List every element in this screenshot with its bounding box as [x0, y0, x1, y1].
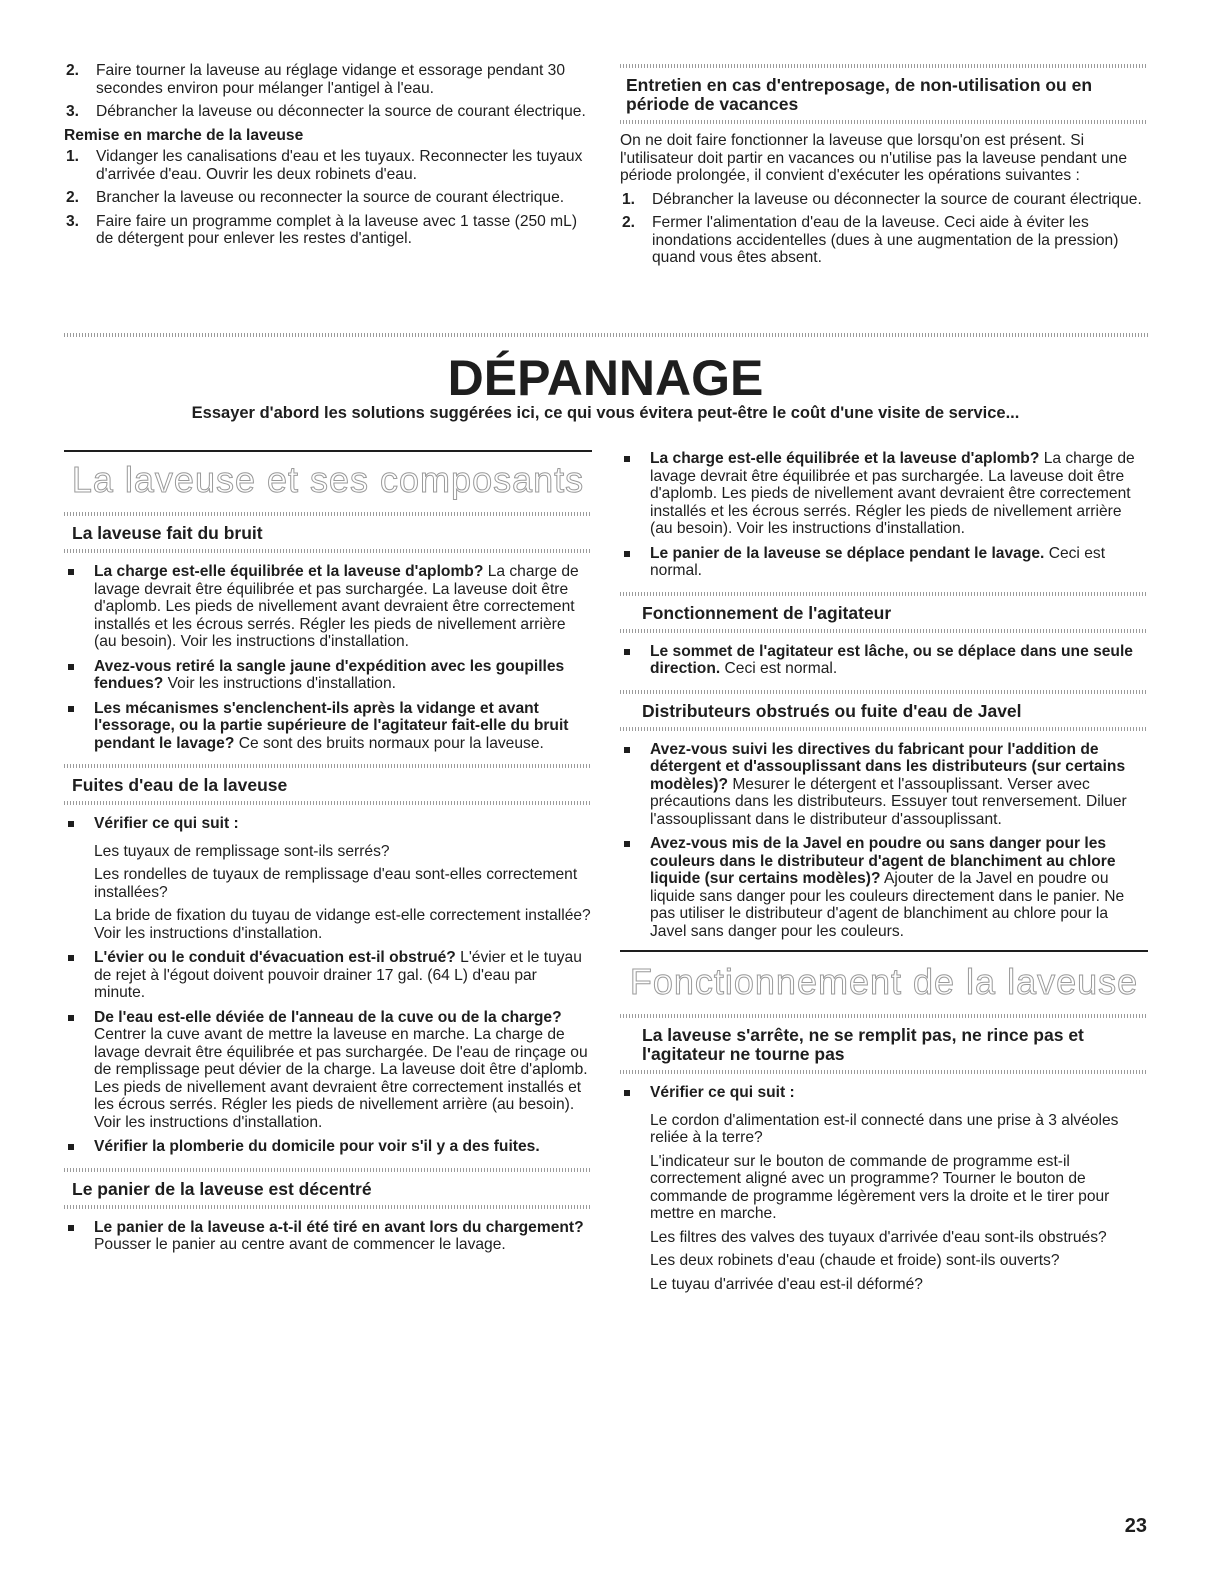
check-item: Les rondelles de tuyaux de remplissage d'eau sont-elles correctement installées?: [94, 866, 578, 901]
category-heading: Fonctionnement de la laveuse: [629, 961, 1139, 1002]
bullet-icon: [68, 569, 74, 575]
list-item: 2. Faire tourner la laveuse au réglage vidange et essorage pendant 30 secondes environ pour mélanger l'antigel à l'eau.: [66, 62, 566, 97]
page-number: 23: [1124, 1515, 1147, 1537]
agitator-list: [620, 643, 1148, 678]
list-item: 2. Brancher la laveuse ou reconnecter la source de courant électrique.: [66, 189, 565, 206]
bullet-icon: [68, 1225, 74, 1231]
list-item: 3. Faire faire un programme complet à la laveuse avec 1 tasse (250 mL) de détergent pour enlever les restes d'antigel.: [66, 212, 578, 247]
divider: [620, 629, 1148, 633]
list-item: Les mécanismes s'enclenchent-ils après la vidange et avant l'essorage, ou la partie supérieure de l'agitateur fait-elle du bruit pendant le lavage? Ce sont des bruits normaux pour la laveuse.: [64, 700, 592, 753]
drain-steps: [64, 62, 594, 121]
list-item: Avez-vous retiré la sangle jaune d'expédition avec les goupilles fendues? Voir les instructions d'installation.: [64, 658, 592, 693]
section-header: [64, 516, 592, 549]
list-item: Le sommet de l'agitateur est lâche, ou se déplace dans une seule direction. Ceci est normal.: [620, 643, 1148, 678]
list-item: 3. Débrancher la laveuse ou déconnecter la source de courant électrique.: [66, 103, 586, 120]
top-left-column: [64, 62, 594, 254]
list-item: 1. Vidanger les canalisations d'eau et les tuyaux. Reconnecter les tuyaux d'arrivée d'eau. Ouvrir les deux robinets d'eau.: [66, 148, 583, 183]
divider: [620, 727, 1148, 731]
list-item: Avez-vous mis de la Javel en poudre ou sans danger pour les couleurs dans le distributeur d'agent de blanchiment au chlore liquide (sur certains modèles)? Ajouter de la Javel en poudre ou liquide sans danger pour les couleurs directement dans le panier. Ne pas utiliser le distributeur d'agent de blanchiment au chlore pour la Javel sans danger pour les couleurs.: [620, 835, 1148, 940]
section-header: [64, 1172, 592, 1205]
left-column: [64, 450, 592, 1261]
divider: [64, 333, 1148, 337]
bullet-icon: [624, 456, 630, 462]
top-right-column: [620, 64, 1148, 273]
bullet-icon: [68, 1144, 74, 1150]
bullet-icon: [68, 664, 74, 670]
storage-heading: Entretien en cas d'entreposage, de non-utilisation ou en période de vacances: [626, 75, 1093, 114]
right-column: [620, 450, 1148, 1300]
section-header: [620, 1018, 1148, 1070]
list-item: La charge est-elle équilibrée et la laveuse d'aplomb? La charge de lavage devrait être équilibrée et pas surchargée. La laveuse doit être d'aplomb. Les pieds de nivellement avant devraient être correctement installés et les écrous serrés. Régler les pieds de nivellement arrière (au besoin). Voir les instructions d'installation.: [64, 563, 592, 651]
bullet-icon: [68, 1015, 74, 1021]
list-item: Vérifier la plomberie du domicile pour voir s'il y a des fuites.: [64, 1138, 592, 1156]
page-title: DÉPANNAGE: [447, 350, 764, 406]
bullet-icon: [624, 841, 630, 847]
list-item: Vérifier ce qui suit : Le cordon d'alimentation est-il connecté dans une prise à 3 alvéoles reliée à la terre? L'indicateur sur le bouton de commande de programme est-il correctement aligné avec un programme? Tourner le bouton de commande de programme légèrement vers la droite et le tirer pour mettre en marche. Les filtres des valves des tuyaux d'arrivée d'eau sont-ils obstrués? Les deux robinets d'eau (chaude et froide) sont-ils ouverts? Le tuyau d'arrivée d'eau est-il déformé?: [620, 1084, 1148, 1293]
leak-list: [64, 815, 592, 1156]
list-item: Le panier de la laveuse se déplace pendant le lavage. Ceci est normal.: [620, 545, 1148, 580]
storage-steps: [620, 191, 1148, 267]
divider: [620, 120, 1148, 124]
check-item: Le cordon d'alimentation est-il connecté dans une prise à 3 alvéoles reliée à la terre?: [650, 1111, 1119, 1146]
section-title: Fuites d'eau de la laveuse: [72, 775, 288, 795]
list-item: 1. Débrancher la laveuse ou déconnecter la source de courant électrique.: [622, 190, 1142, 208]
list-item: Le panier de la laveuse a-t-il été tiré en avant lors du chargement? Pousser le panier au centre avant de commencer le lavage.: [64, 1219, 592, 1254]
troubleshooting-intro: Essayer d'abord les solutions suggérées ici, ce qui vous évitera peut-être le coût d'une visite de service...: [191, 404, 1020, 422]
bullet-icon: [624, 551, 630, 557]
divider: [64, 1205, 592, 1209]
bullet-icon: [68, 706, 74, 712]
section-title: Le panier de la laveuse est décentré: [72, 1178, 372, 1199]
section-header: [620, 68, 1148, 120]
check-item: L'indicateur sur le bouton de commande de programme est-il correctement aligné avec un programme? Tourner le bouton de commande de programme légèrement vers la droite et le tirer pour mettre en marche.: [650, 1152, 1110, 1222]
check-item: Les tuyaux de remplissage sont-ils serrés?: [94, 842, 390, 860]
basket-list: [64, 1219, 592, 1254]
section-title: Distributeurs obstrués ou fuite d'eau de Javel: [642, 700, 1022, 721]
section-header: [64, 768, 592, 801]
list-item: 2. Fermer l'alimentation d'eau de la laveuse. Ceci aide à éviter les inondations accidentelles (dues à une augmentation de la pression) quand vous êtes absent.: [622, 214, 1119, 266]
list-item: La charge est-elle équilibrée et la laveuse d'aplomb? La charge de lavage devrait être équilibrée et pas surchargée. La laveuse doit être d'aplomb. Les pieds de nivellement avant devraient être correctement installés et les écrous serrés. Régler les pieds de nivellement arrière (au besoin). Voir les instructions d'installation.: [620, 450, 1148, 538]
bullet-icon: [68, 955, 74, 961]
restart-steps: [64, 148, 594, 248]
dispenser-list: [620, 741, 1148, 941]
bullet-icon: [624, 747, 630, 753]
list-item: Vérifier ce qui suit : Les tuyaux de remplissage sont-ils serrés? Les rondelles de tuyaux de remplissage d'eau sont-elles correctement installées? La bride de fixation du tuyau de vidange est-elle correctement installée? Voir les instructions d'installation.: [64, 815, 592, 942]
section-header: [620, 694, 1148, 727]
bullet-icon: [624, 1090, 630, 1096]
check-item: La bride de fixation du tuyau de vidange est-elle correctement installée? Voir les instructions d'installation.: [94, 907, 591, 942]
list-item: L'évier ou le conduit d'évacuation est-il obstrué? L'évier et le tuyau de rejet à l'égout doivent pouvoir drainer 17 gal. (64 L) d'eau par minute.: [64, 949, 592, 1002]
section-title: La laveuse s'arrête, ne se remplit pas, ne rince pas et l'agitateur ne tourne pas: [642, 1025, 1084, 1064]
right-top-list: [620, 450, 1148, 580]
list-item: De l'eau est-elle déviée de l'anneau de la cuve ou de la charge? Centrer la cuve avant de mettre la laveuse en marche. La charge de lavage devrait être équilibrée et pas surchargée. De l'eau de rinçage ou de remplissage peut dévier de la charge. La laveuse doit être d'aplomb. Les pieds de nivellement avant devraient être correctement installés et les écrous serrés. Régler les pieds de nivellement arrière (au besoin). Voir les instructions d'installation.: [64, 1009, 592, 1132]
section-title: Fonctionnement de l'agitateur: [642, 602, 892, 623]
divider: [620, 1070, 1148, 1074]
list-item: Avez-vous suivi les directives du fabricant pour l'addition de détergent et d'assouplissant dans les distributeurs (sur certains modèles)? Mesurer le détergent et l'assouplissant. Verser avec précautions dans les distributeurs. Essuyer tout renversement. Diluer l'assouplissant dans le distributeur d'assouplissant.: [620, 741, 1148, 829]
storage-intro: On ne doit faire fonctionner la laveuse que lorsqu'on est présent. Si l'utilisateur doit partir en vacances ou n'utilise pas la laveuse pendant une période prolongée, il convient d'exécuter les opérations suivantes :: [620, 132, 1128, 184]
noise-list: [64, 563, 592, 752]
bullet-icon: [624, 649, 630, 655]
stop-list: [620, 1084, 1148, 1293]
check-item: Le tuyau d'arrivée d'eau est-il déformé?: [650, 1275, 923, 1293]
check-item: Les filtres des valves des tuyaux d'arrivée d'eau sont-ils obstrués?: [650, 1228, 1107, 1246]
restart-heading: Remise en marche de la laveuse: [64, 126, 304, 144]
section-title: La laveuse fait du bruit: [72, 523, 263, 543]
divider: [64, 450, 592, 452]
divider: [64, 549, 592, 553]
bullet-icon: [68, 821, 74, 827]
check-item: Les deux robinets d'eau (chaude et froide) sont-ils ouverts?: [650, 1252, 1060, 1269]
divider: [620, 950, 1148, 952]
category-heading: La laveuse et ses composants: [71, 459, 585, 500]
divider: [64, 801, 592, 805]
section-header: [620, 596, 1148, 629]
